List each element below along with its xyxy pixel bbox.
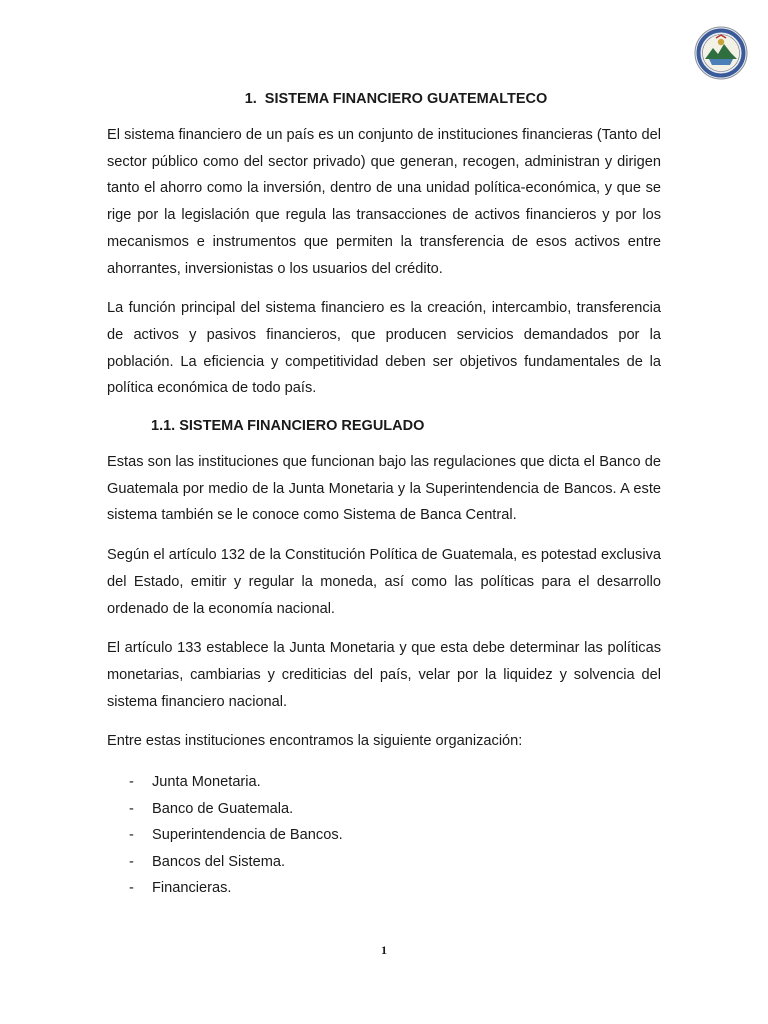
paragraph: La función principal del sistema financiero es la creación, intercambio, transferencia de activos y pasivos financieros, que producen servicios demandados por la población. La eficiencia y competitividad deben ser objetivos fundamentales de la política económica de todo país.: [107, 300, 661, 397]
list-item: [107, 796, 661, 823]
subsection-heading: 1.1. SISTEMA FINANCIERO REGULADO: [151, 418, 425, 435]
list-item: [107, 875, 661, 902]
section-title: SISTEMA FINANCIERO GUATEMALTECO: [264, 91, 548, 107]
paragraph: Según el artículo 132 de la Constitución Política de Guatemala, es potestad exclusiva del Estado, emitir y regular la moneda, así como las políticas para el desarrollo ordenado de la economía nacional.: [107, 547, 661, 617]
paragraph: El sistema financiero de un país es un conjunto de instituciones financieras (Tanto del sector público como del sector privado) que generan, recogen, administran y dirigen tanto el ahorro como la inversión, dentro de una unidad política-económica, y que se rige por la legislación que regula las transacciones de activos financieros y por los mecanismos e instrumentos que permiten la transferencia de esos activos entre ahorrantes, inversionistas o los usuarios del crédito.: [107, 127, 661, 277]
page-number: 1: [381, 943, 387, 957]
list-item-text: Financieras.: [152, 880, 232, 897]
list-item-text: Banco de Guatemala.: [152, 800, 294, 817]
paragraph: Entre estas instituciones encontramos la siguiente organización:: [107, 733, 523, 750]
list-item-text: Superintendencia de Bancos.: [152, 827, 343, 844]
section-heading: [107, 88, 661, 110]
list-dash: -: [129, 853, 134, 870]
university-seal-icon: [694, 26, 748, 80]
list-item-text: Bancos del Sistema.: [152, 853, 286, 870]
list-dash: -: [129, 774, 134, 791]
list-dash: -: [129, 880, 134, 897]
list-dash: -: [129, 800, 134, 817]
institution-list: [107, 769, 661, 902]
list-item: [107, 849, 661, 876]
list-dash: -: [129, 827, 134, 844]
list-item: [107, 769, 661, 796]
document-body: [107, 88, 661, 902]
section-number: 1.: [244, 91, 257, 107]
paragraph: Estas son las instituciones que funcionan bajo las regulaciones que dicta el Banco de Guatemala por medio de la Junta Monetaria y la Superintendencia de Bancos. A este sistema también se le conoce como Sistema de Banca Central.: [107, 454, 661, 524]
list-item-text: Junta Monetaria.: [152, 774, 261, 791]
list-item: [107, 822, 661, 849]
paragraph: El artículo 133 establece la Junta Monetaria y que esta debe determinar las políticas monetarias, cambiarias y crediticias del país, velar por la liquidez y solvencia del sistema financiero nacional.: [107, 640, 661, 710]
